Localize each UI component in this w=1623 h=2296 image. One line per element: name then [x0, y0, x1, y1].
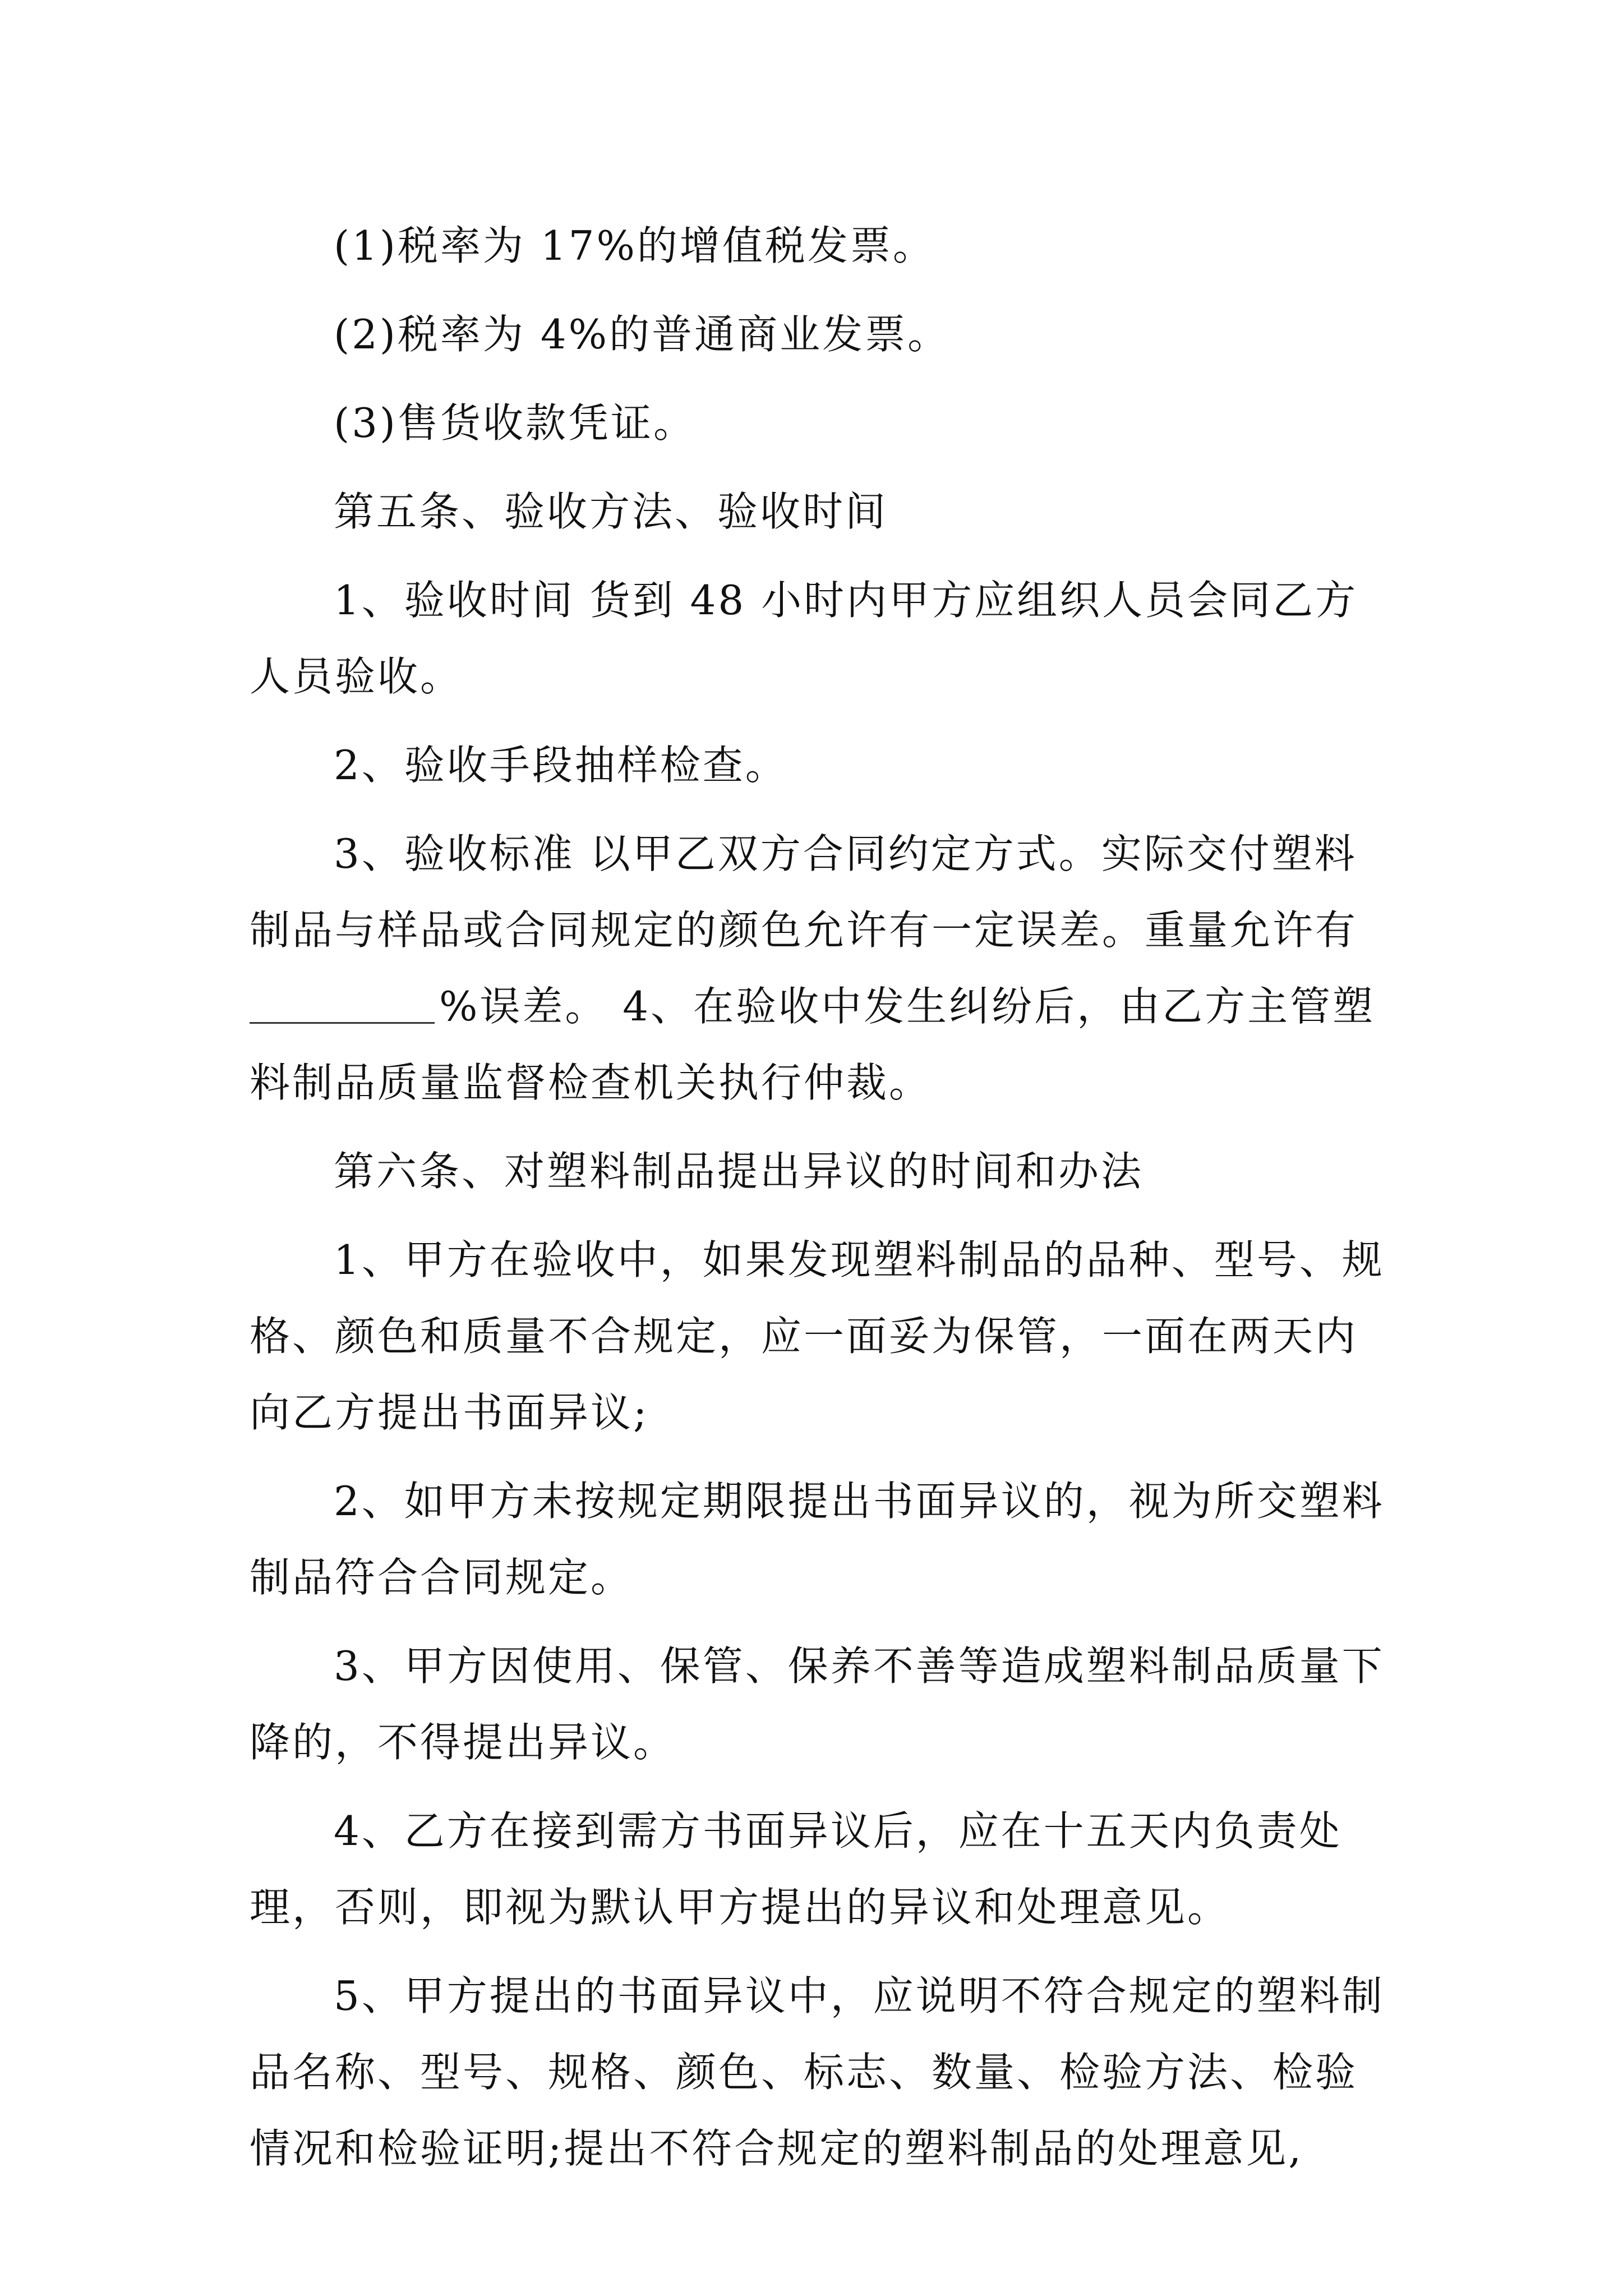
paragraph-objection-3: 3、甲方因使用、保管、保养不善等造成塑料制品质量下降的，不得提出异议。 — [250, 1642, 1385, 1766]
section-heading-article-6: 第六条、对塑料制品提出异议的时间和办法 — [334, 1148, 1144, 1195]
inspection-standard-text: 3、验收标准 以甲乙双方合同约定方式。实际交付塑料制品与样品或合同规定的颜色允许有一定误差。重量允许有 — [250, 830, 1358, 954]
paragraph-tax-17: (1)税率为 17%的增值税发票。 — [334, 222, 935, 269]
paragraph-inspection-time: 1、验收时间 货到 48 小时内甲方应组织人员会同乙方人员验收。 — [250, 577, 1358, 700]
section-heading-article-5: 第五条、验收方法、验收时间 — [334, 488, 888, 535]
document-body — [250, 208, 1385, 2199]
paragraph-inspection-method: 2、验收手段抽样检查。 — [334, 742, 788, 789]
tolerance-and-arbitration-text: %误差。 4、在验收中发生纠纷后，由乙方主管塑料制品质量监督检查机关执行仲裁。 — [250, 983, 1376, 1106]
paragraph-receipt: (3)售货收款凭证。 — [334, 399, 696, 447]
paragraph-inspection-standard — [250, 816, 1385, 1121]
paragraph-objection-5: 5、甲方提出的书面异议中，应说明不符合规定的塑料制品名称、型号、规格、颜色、标志、数量、检验方法、检验情况和检验证明;提出不符合规定的塑料制品的处理意见, — [250, 1972, 1385, 2172]
paragraph-tax-4: (2)税率为 4%的普通商业发票。 — [334, 311, 951, 358]
paragraph-objection-2: 2、如甲方未按规定期限提出书面异议的，视为所交塑料制品符合合同规定。 — [250, 1478, 1385, 1601]
paragraph-objection-1: 1、甲方在验收中，如果发现塑料制品的品种、型号、规格、颜色和质量不合规定，应一面妥为保管，一面在两天内向乙方提出书面异议; — [250, 1236, 1385, 1436]
paragraph-objection-4: 4、乙方在接到需方书面异议后，应在十五天内负责处理，否则，即视为默认甲方提出的异议和处理意见。 — [250, 1807, 1342, 1931]
fill-in-blank-line — [250, 982, 435, 1024]
